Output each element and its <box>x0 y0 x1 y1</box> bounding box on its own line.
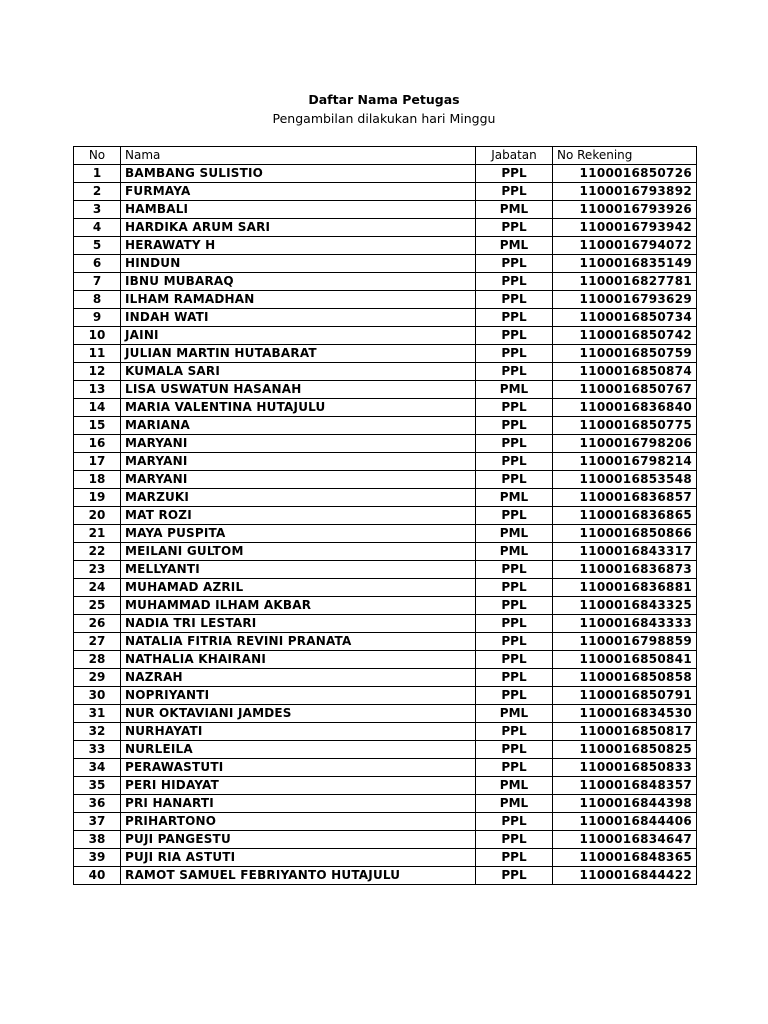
cell-no: 37 <box>74 813 121 831</box>
cell-jabatan: PPL <box>476 291 553 309</box>
cell-jabatan: PPL <box>476 345 553 363</box>
cell-jabatan: PML <box>476 705 553 723</box>
cell-nama: JAINI <box>121 327 476 345</box>
cell-nama: HERAWATY H <box>121 237 476 255</box>
cell-rekening: 1100016827781 <box>553 273 697 291</box>
cell-jabatan: PPL <box>476 507 553 525</box>
cell-rekening: 1100016798859 <box>553 633 697 651</box>
table-row <box>74 255 697 273</box>
cell-no: 1 <box>74 165 121 183</box>
cell-nama: MAT ROZI <box>121 507 476 525</box>
cell-jabatan: PPL <box>476 597 553 615</box>
cell-jabatan: PPL <box>476 831 553 849</box>
cell-jabatan: PPL <box>476 435 553 453</box>
cell-rekening: 1100016850833 <box>553 759 697 777</box>
cell-nama: JULIAN MARTIN HUTABARAT <box>121 345 476 363</box>
table-row <box>74 831 697 849</box>
cell-jabatan: PPL <box>476 561 553 579</box>
table-row <box>74 237 697 255</box>
cell-nama: PRI HANARTI <box>121 795 476 813</box>
cell-nama: MEILANI GULTOM <box>121 543 476 561</box>
cell-no: 4 <box>74 219 121 237</box>
cell-no: 40 <box>74 867 121 885</box>
cell-no: 31 <box>74 705 121 723</box>
table-header <box>74 147 697 165</box>
cell-rekening: 1100016848357 <box>553 777 697 795</box>
cell-rekening: 1100016844398 <box>553 795 697 813</box>
cell-jabatan: PPL <box>476 417 553 435</box>
cell-jabatan: PPL <box>476 255 553 273</box>
cell-nama: ILHAM RAMADHAN <box>121 291 476 309</box>
cell-nama: PRIHARTONO <box>121 813 476 831</box>
cell-no: 12 <box>74 363 121 381</box>
table-row <box>74 795 697 813</box>
table-row <box>74 273 697 291</box>
cell-no: 21 <box>74 525 121 543</box>
cell-no: 17 <box>74 453 121 471</box>
cell-no: 7 <box>74 273 121 291</box>
cell-nama: HINDUN <box>121 255 476 273</box>
cell-rekening: 1100016834647 <box>553 831 697 849</box>
cell-no: 32 <box>74 723 121 741</box>
cell-nama: PERAWASTUTI <box>121 759 476 777</box>
table-row <box>74 489 697 507</box>
cell-jabatan: PPL <box>476 327 553 345</box>
cell-no: 25 <box>74 597 121 615</box>
cell-nama: MELLYANTI <box>121 561 476 579</box>
cell-rekening: 1100016850726 <box>553 165 697 183</box>
cell-no: 2 <box>74 183 121 201</box>
cell-rekening: 1100016850759 <box>553 345 697 363</box>
cell-rekening: 1100016836881 <box>553 579 697 597</box>
cell-nama: MARYANI <box>121 453 476 471</box>
cell-no: 35 <box>74 777 121 795</box>
table-row <box>74 291 697 309</box>
cell-rekening: 1100016793942 <box>553 219 697 237</box>
cell-nama: MARIANA <box>121 417 476 435</box>
cell-nama: INDAH WATI <box>121 309 476 327</box>
cell-rekening: 1100016848365 <box>553 849 697 867</box>
header-no: No <box>74 147 121 165</box>
cell-jabatan: PPL <box>476 813 553 831</box>
table-row <box>74 543 697 561</box>
cell-no: 30 <box>74 687 121 705</box>
cell-rekening: 1100016798214 <box>553 453 697 471</box>
cell-rekening: 1100016844422 <box>553 867 697 885</box>
cell-jabatan: PML <box>476 795 553 813</box>
cell-no: 14 <box>74 399 121 417</box>
table-row <box>74 363 697 381</box>
cell-no: 39 <box>74 849 121 867</box>
cell-rekening: 1100016793892 <box>553 183 697 201</box>
cell-no: 28 <box>74 651 121 669</box>
cell-no: 23 <box>74 561 121 579</box>
cell-jabatan: PPL <box>476 309 553 327</box>
cell-rekening: 1100016850858 <box>553 669 697 687</box>
cell-nama: MAYA PUSPITA <box>121 525 476 543</box>
cell-rekening: 1100016794072 <box>553 237 697 255</box>
cell-rekening: 1100016834530 <box>553 705 697 723</box>
cell-nama: NUR OKTAVIANI JAMDES <box>121 705 476 723</box>
cell-nama: PUJI PANGESTU <box>121 831 476 849</box>
cell-jabatan: PPL <box>476 867 553 885</box>
cell-no: 22 <box>74 543 121 561</box>
cell-rekening: 1100016836873 <box>553 561 697 579</box>
table-row <box>74 417 697 435</box>
cell-rekening: 1100016850866 <box>553 525 697 543</box>
table-row <box>74 399 697 417</box>
cell-rekening: 1100016843333 <box>553 615 697 633</box>
table-row <box>74 201 697 219</box>
cell-rekening: 1100016853548 <box>553 471 697 489</box>
cell-nama: NURLEILA <box>121 741 476 759</box>
cell-rekening: 1100016850791 <box>553 687 697 705</box>
table-row <box>74 435 697 453</box>
header-nama: Nama <box>121 147 476 165</box>
cell-jabatan: PPL <box>476 183 553 201</box>
cell-rekening: 1100016850874 <box>553 363 697 381</box>
cell-no: 38 <box>74 831 121 849</box>
cell-jabatan: PPL <box>476 219 553 237</box>
cell-nama: NOPRIYANTI <box>121 687 476 705</box>
table-row <box>74 849 697 867</box>
cell-nama: MARYANI <box>121 435 476 453</box>
cell-no: 8 <box>74 291 121 309</box>
cell-no: 11 <box>74 345 121 363</box>
cell-jabatan: PPL <box>476 669 553 687</box>
cell-no: 34 <box>74 759 121 777</box>
cell-rekening: 1100016844406 <box>553 813 697 831</box>
cell-no: 27 <box>74 633 121 651</box>
cell-rekening: 1100016836865 <box>553 507 697 525</box>
cell-no: 18 <box>74 471 121 489</box>
cell-jabatan: PML <box>476 237 553 255</box>
cell-jabatan: PPL <box>476 633 553 651</box>
cell-no: 33 <box>74 741 121 759</box>
cell-no: 15 <box>74 417 121 435</box>
table-row <box>74 327 697 345</box>
cell-rekening: 1100016850742 <box>553 327 697 345</box>
cell-rekening: 1100016798206 <box>553 435 697 453</box>
cell-no: 29 <box>74 669 121 687</box>
table-row <box>74 687 697 705</box>
cell-jabatan: PML <box>476 201 553 219</box>
cell-nama: MUHAMAD AZRIL <box>121 579 476 597</box>
cell-nama: BAMBANG SULISTIO <box>121 165 476 183</box>
cell-no: 24 <box>74 579 121 597</box>
cell-no: 5 <box>74 237 121 255</box>
cell-rekening: 1100016835149 <box>553 255 697 273</box>
table-row <box>74 615 697 633</box>
cell-no: 3 <box>74 201 121 219</box>
cell-nama: KUMALA SARI <box>121 363 476 381</box>
cell-rekening: 1100016793926 <box>553 201 697 219</box>
cell-rekening: 1100016850825 <box>553 741 697 759</box>
table-row <box>74 525 697 543</box>
table-row <box>74 219 697 237</box>
cell-nama: LISA USWATUN HASANAH <box>121 381 476 399</box>
document-title: Daftar Nama Petugas <box>308 92 460 107</box>
cell-nama: RAMOT SAMUEL FEBRIYANTO HUTAJULU <box>121 867 476 885</box>
cell-jabatan: PPL <box>476 471 553 489</box>
table-row <box>74 579 697 597</box>
cell-no: 6 <box>74 255 121 273</box>
cell-jabatan: PPL <box>476 399 553 417</box>
table-row <box>74 165 697 183</box>
table-row <box>74 705 697 723</box>
cell-jabatan: PML <box>476 489 553 507</box>
table-body <box>74 165 697 885</box>
table-row <box>74 669 697 687</box>
cell-no: 13 <box>74 381 121 399</box>
header-row <box>74 147 697 165</box>
table-row <box>74 633 697 651</box>
cell-nama: HAMBALI <box>121 201 476 219</box>
cell-jabatan: PPL <box>476 741 553 759</box>
cell-rekening: 1100016793629 <box>553 291 697 309</box>
cell-nama: NURHAYATI <box>121 723 476 741</box>
cell-no: 19 <box>74 489 121 507</box>
cell-nama: IBNU MUBARAQ <box>121 273 476 291</box>
cell-rekening: 1100016850817 <box>553 723 697 741</box>
cell-rekening: 1100016850767 <box>553 381 697 399</box>
cell-jabatan: PPL <box>476 849 553 867</box>
cell-nama: MARIA VALENTINA HUTAJULU <box>121 399 476 417</box>
cell-jabatan: PPL <box>476 651 553 669</box>
table-row <box>74 741 697 759</box>
table-row <box>74 867 697 885</box>
cell-no: 26 <box>74 615 121 633</box>
cell-no: 10 <box>74 327 121 345</box>
cell-nama: NAZRAH <box>121 669 476 687</box>
cell-jabatan: PPL <box>476 759 553 777</box>
cell-nama: PUJI RIA ASTUTI <box>121 849 476 867</box>
table-row <box>74 597 697 615</box>
cell-rekening: 1100016843317 <box>553 543 697 561</box>
table-row <box>74 651 697 669</box>
table-row <box>74 813 697 831</box>
header-jabatan: Jabatan <box>476 147 553 165</box>
cell-nama: MUHAMMAD ILHAM AKBAR <box>121 597 476 615</box>
table-row <box>74 183 697 201</box>
cell-jabatan: PPL <box>476 723 553 741</box>
cell-jabatan: PML <box>476 777 553 795</box>
cell-nama: MARZUKI <box>121 489 476 507</box>
cell-nama: HARDIKA ARUM SARI <box>121 219 476 237</box>
cell-no: 16 <box>74 435 121 453</box>
table-row <box>74 723 697 741</box>
table-row <box>74 507 697 525</box>
cell-jabatan: PPL <box>476 687 553 705</box>
table-row <box>74 561 697 579</box>
cell-jabatan: PPL <box>476 579 553 597</box>
cell-jabatan: PML <box>476 525 553 543</box>
document-subtitle: Pengambilan dilakukan hari Minggu <box>272 111 496 126</box>
cell-jabatan: PPL <box>476 363 553 381</box>
cell-jabatan: PML <box>476 381 553 399</box>
header-rekening: No Rekening <box>553 147 697 165</box>
table-row <box>74 777 697 795</box>
cell-rekening: 1100016843325 <box>553 597 697 615</box>
cell-no: 9 <box>74 309 121 327</box>
table-row <box>74 309 697 327</box>
cell-nama: NATALIA FITRIA REVINI PRANATA <box>121 633 476 651</box>
cell-nama: NATHALIA KHAIRANI <box>121 651 476 669</box>
cell-nama: PERI HIDAYAT <box>121 777 476 795</box>
table-row <box>74 471 697 489</box>
cell-rekening: 1100016836857 <box>553 489 697 507</box>
cell-nama: MARYANI <box>121 471 476 489</box>
table-row <box>74 759 697 777</box>
cell-jabatan: PPL <box>476 615 553 633</box>
table-row <box>74 345 697 363</box>
cell-no: 20 <box>74 507 121 525</box>
table-row <box>74 453 697 471</box>
cell-rekening: 1100016850775 <box>553 417 697 435</box>
officer-table <box>73 146 697 885</box>
cell-jabatan: PPL <box>476 273 553 291</box>
table-row <box>74 381 697 399</box>
cell-no: 36 <box>74 795 121 813</box>
cell-jabatan: PPL <box>476 453 553 471</box>
cell-rekening: 1100016850734 <box>553 309 697 327</box>
cell-rekening: 1100016850841 <box>553 651 697 669</box>
cell-jabatan: PPL <box>476 165 553 183</box>
cell-jabatan: PML <box>476 543 553 561</box>
cell-rekening: 1100016836840 <box>553 399 697 417</box>
cell-nama: FURMAYA <box>121 183 476 201</box>
cell-nama: NADIA TRI LESTARI <box>121 615 476 633</box>
